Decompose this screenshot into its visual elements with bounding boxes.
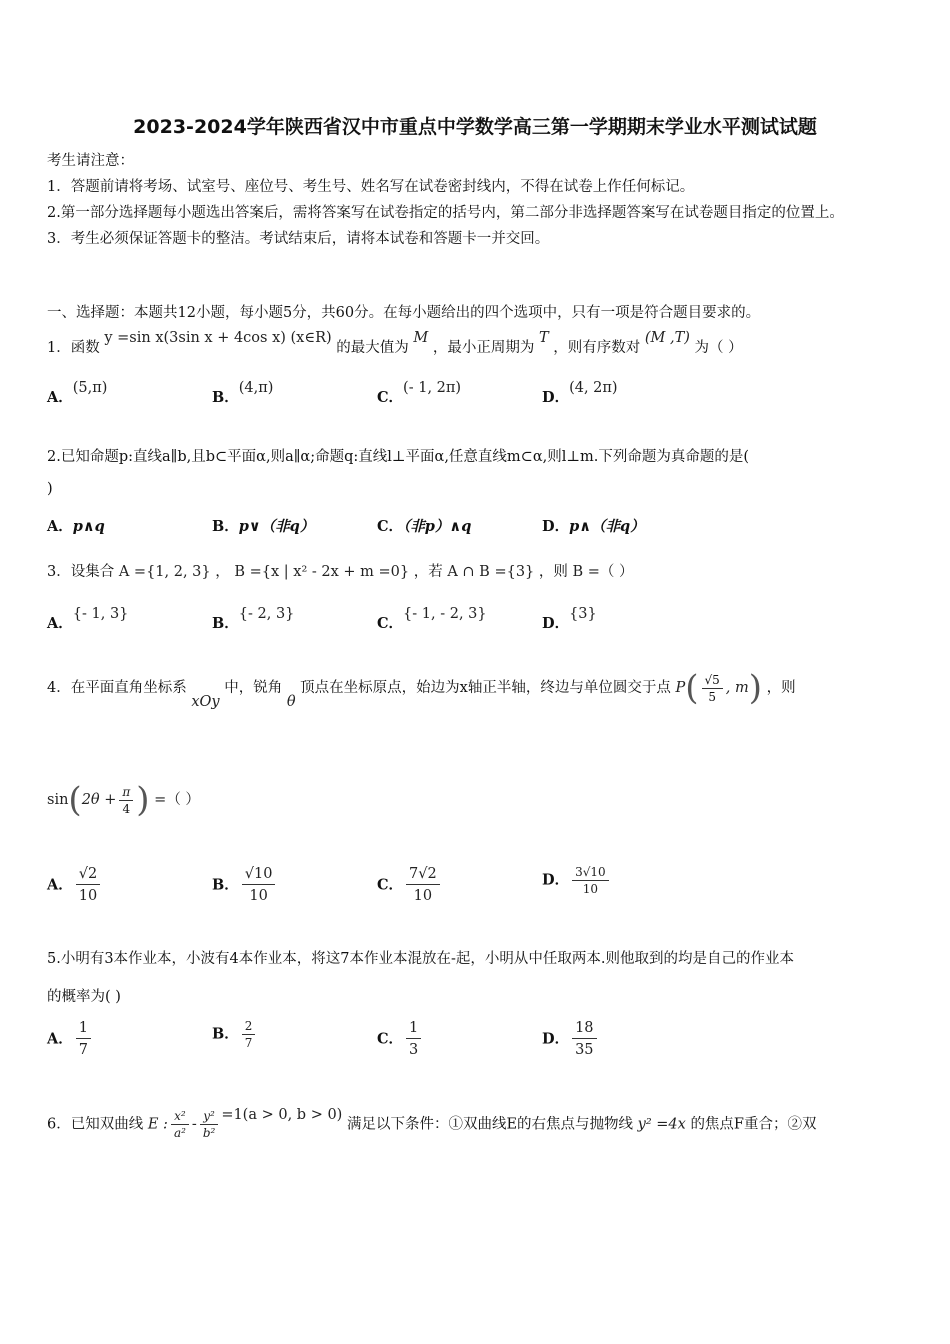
question-5: 5.小明有3本作业本，小波有4本作业本，将这7本作业本混放在-起，小明从中任取两本.则他取到的均是自己的作业本 xyxy=(47,951,795,967)
q2-option-a[interactable]: A．p∧q xyxy=(47,518,105,535)
q1-function: y =sin x(3sin x + 4cos x) (x∈R) xyxy=(104,330,332,346)
q2-option-d[interactable]: D．p∧（非q） xyxy=(542,518,645,535)
question-2: 2.已知命题p:直线a∥b,且b⊂平面α,则a∥α;命题q:直线l⊥平面α,任意直线m⊂α,则l⊥m.下列命题为真命题的是( xyxy=(47,449,750,465)
q2-option-c[interactable]: C．（非p）∧q xyxy=(377,518,472,535)
q4-option-d[interactable]: D． $\frac{3√10}{10}$ xyxy=(542,864,612,897)
notice-item: 2.第一部分选择题每小题选出答案后，需将答案写在试卷指定的括号内，第二部分非选择题答案写在试卷题目指定的位置上。 xyxy=(47,205,844,221)
q5-option-b[interactable]: B． $\frac{2}{7}$ xyxy=(212,1018,258,1051)
q3-option-a[interactable]: A．{- 1, 3} xyxy=(47,606,129,632)
question-2-cont: ) xyxy=(47,481,53,497)
q3-option-c[interactable]: C．{- 1, - 2, 3} xyxy=(377,606,487,632)
notice-item: 1．答题前请将考场、试室号、座位号、考生号、姓名写在试卷密封线内，不得在试卷上作任何标记。 xyxy=(47,179,695,195)
question-4: 4．在平面直角坐标系 xOy 中，锐角 θ 顶点在坐标原点，始边为x轴正半轴，终边与单位圆交于点 P( $\frac{√5}{5}$ , m) ，则 xyxy=(47,668,796,710)
question-6: 6．已知双曲线 E : $\frac{\text{x²}}{\text{a²}}$ - $\frac{\text{y²}}{\text{b²}}$ =1(a > 0, b > 0) 满足以下条件：①双曲线E的右焦点与抛物线 y² =4x 的焦点F重合；②双 xyxy=(47,1106,817,1140)
q5-option-a[interactable]: A． $\frac{1}{7}$ xyxy=(47,1018,94,1061)
q1-option-c[interactable]: C．(- 1, 2π) xyxy=(377,380,462,406)
q3-set-b: B ={x | x² - 2x + m =0} xyxy=(234,564,410,580)
q3-option-d[interactable]: D．{3} xyxy=(542,606,597,632)
q3-set-a: A ={1, 2, 3} xyxy=(118,564,211,580)
question-1: 1．函数 y =sin x(3sin x + 4cos x) (x∈R) 的最大值为 M ，最小正周期为 T ，则有序数对 (M ,T) 为（ ） xyxy=(47,330,743,356)
question-5-cont: 的概率为( ) xyxy=(47,989,121,1005)
page-title: 2023-2024学年陕西省汉中市重点中学数学高三第一学期期末学业水平测试试题 xyxy=(133,116,817,138)
q4-option-b[interactable]: B． $\frac{√10}{10}$ xyxy=(212,864,278,907)
question-4-expr: sin(2θ + $\frac{\pi}{4}$ ) =（ ） xyxy=(47,780,200,820)
notice xyxy=(47,148,907,252)
notice-heading: 考生请注意： xyxy=(47,153,134,169)
q1-option-b[interactable]: B．(4,π) xyxy=(212,380,274,406)
section-heading: 一、选择题：本题共12小题，每小题5分，共60分。在每小题给出的四个选项中，只有一项是符合题目要求的。 xyxy=(47,305,761,321)
q2-option-b[interactable]: B．p∨（非q） xyxy=(212,518,315,535)
q3-option-b[interactable]: B．{- 2, 3} xyxy=(212,606,295,632)
q4-option-c[interactable]: C． $\frac{7√2}{10}$ xyxy=(377,864,443,907)
q1-option-d[interactable]: D．(4, 2π) xyxy=(542,380,618,406)
q1-option-a[interactable]: A．(5,π) xyxy=(47,380,108,406)
notice-item: 3．考生必须保证答题卡的整洁。考试结束后，请将本试卷和答题卡一并交回。 xyxy=(47,231,550,247)
q5-option-c[interactable]: C． $\frac{1}{3}$ xyxy=(377,1018,424,1061)
q5-option-d[interactable]: D． $\frac{18}{35}$ xyxy=(542,1018,600,1061)
q4-option-a[interactable]: A． $\frac{√2}{10}$ xyxy=(47,864,103,907)
question-3: 3．设集合 A ={1, 2, 3} ， B ={x | x² - 2x + m =0} ，若 A ∩ B ={3} ，则 B =（ ） xyxy=(47,564,634,580)
